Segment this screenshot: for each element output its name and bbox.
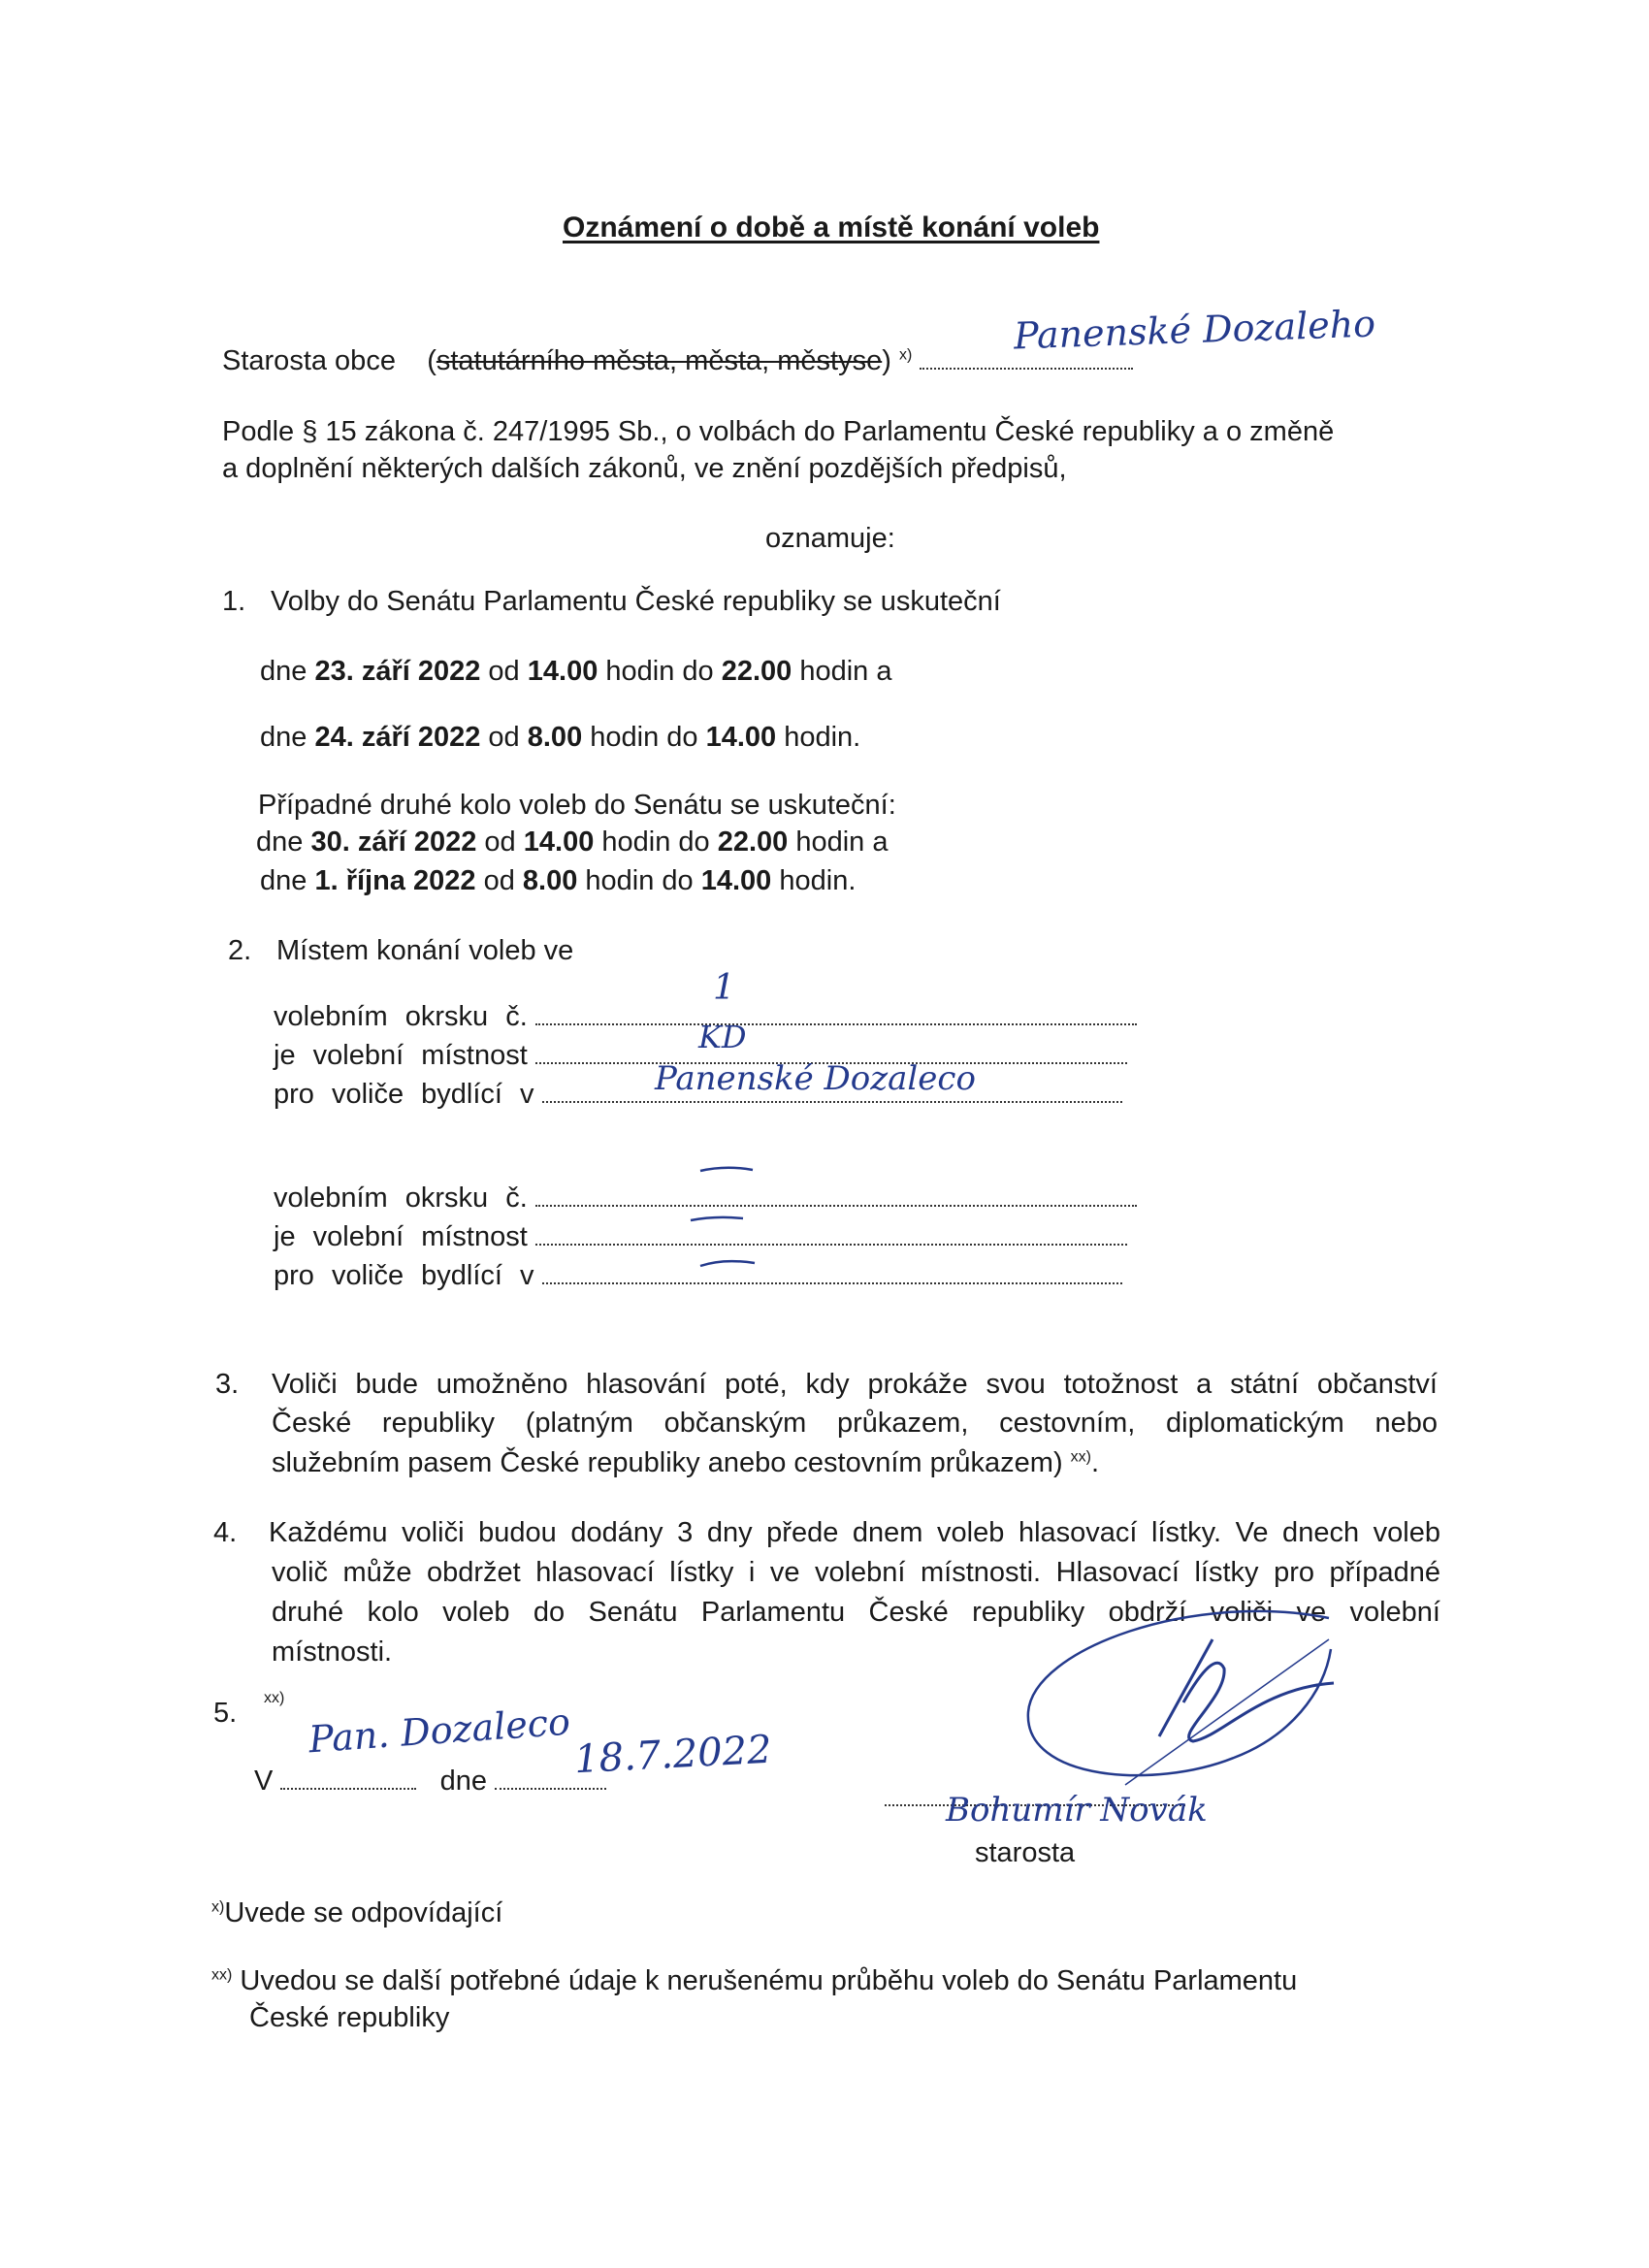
close-paren: ) [882,345,891,376]
item-5-mark: xx) [264,1690,285,1706]
struck-city-types: statutárního města, města, městyse [436,345,883,376]
item-3-line-2: České republiky (platným občanským průkazem, cestovním, diplomatickým nebo [272,1408,1438,1439]
footnote-2-line-2: České republiky [249,2002,450,2033]
mistnost-label-2: je volební místnost [274,1221,528,1252]
handwritten-date: 18.7.2022 [572,1727,773,1783]
second-round-date-1: dne 30. září 2022 od 14.00 hodin do 22.00 hodin a [256,826,889,858]
intro-line-2: a doplnění některých dalších zákonů, ve znění pozdějších předpisů, [222,453,1067,484]
dne-label: dne [439,1766,487,1797]
handwritten-mayor-name: Bohumír Novák [946,1791,1208,1830]
footnote-mark-xx: xx) [1070,1448,1091,1466]
item-5-number: 5. [213,1698,238,1729]
oznamuje-label: oznamuje: [765,523,895,554]
okrsek-label-2: volebním okrsku č. [274,1183,528,1214]
footnote-mark-x: x) [898,346,913,364]
item-2-text: Místem konání voleb ve [276,935,574,966]
item-3-number: 3. [215,1369,240,1400]
item-1-text: Volby do Senátu Parlamentu České republiky se uskuteční [271,586,1001,617]
item-3-line-3: služebním pasem České republiky anebo cestovním průkazem) $^{xx)}$. [272,1447,1100,1478]
item-1-number: 1. [222,586,246,617]
item-1-date-2: dne 24. září 2022 od 8.00 hodin do 14.00 hodin. [260,722,861,753]
handwritten-place: Pan. Dozaleco [307,1700,572,1762]
volice-label: pro voliče bydlící v [274,1079,534,1110]
item-4-line-3: druhé kolo voleb do Senátu Parlamentu České republiky obdrží voliči ve volební [272,1597,1440,1628]
item-3-line-1: Voliči bude umožněno hlasování poté, kdy prokáže svou totožnost a státní občanství [272,1369,1438,1400]
handwritten-volice: Panenské Dozaleco [655,1059,976,1098]
handwritten-okrsek-number: 1 [713,968,735,1008]
second-round-heading: Případné druhé kolo voleb do Senátu se uskuteční: [258,790,896,821]
starosta-caption: starosta [975,1837,1076,1868]
mistnost-label: je volební místnost [274,1040,528,1071]
item-4-line-1: Každému voliči budou dodány 3 dny přede dnem voleb hlasovací lístky. Ve dnech voleb [269,1517,1440,1548]
document-title: Oznámení o době a místě konání voleb [563,211,1100,243]
item-4-line-2: volič může obdržet hlasovací lístky i ve volební místnosti. Hlasovací lístky pro případné [272,1557,1440,1588]
item-2-number: 2. [228,935,252,966]
handwritten-obec-name: Panenské Dozaleho [1013,302,1376,358]
item-1-date-1: dne 23. září 2022 od 14.00 hodin do 22.00 hodin a [260,656,892,687]
volice-label-2: pro voliče bydlící v [274,1260,534,1291]
item-4-number: 4. [213,1517,238,1548]
open-paren: ( [427,345,436,376]
item-4-line-4: místnosti. [272,1636,393,1668]
okrsek-label: volebním okrsku č. [274,1001,528,1032]
handwritten-mistnost: KD [698,1019,747,1055]
footnote-1: $^{x)}$Uvede se odpovídající [211,1897,503,1928]
footnote-2-line-1: $^{xx)}$ Uvedou se další potřebné údaje k nerušenému průběhu voleb do Senátu Parlamentu [211,1965,1298,1996]
second-round-date-2: dne 1. října 2022 od 8.00 hodin do 14.00 hodin. [260,865,857,896]
intro-line-1: Podle § 15 zákona č. 247/1995 Sb., o volbách do Parlamentu České republiky a o změně [222,416,1335,447]
v-label: V [254,1766,274,1797]
starosta-label: Starosta obce [222,345,396,376]
